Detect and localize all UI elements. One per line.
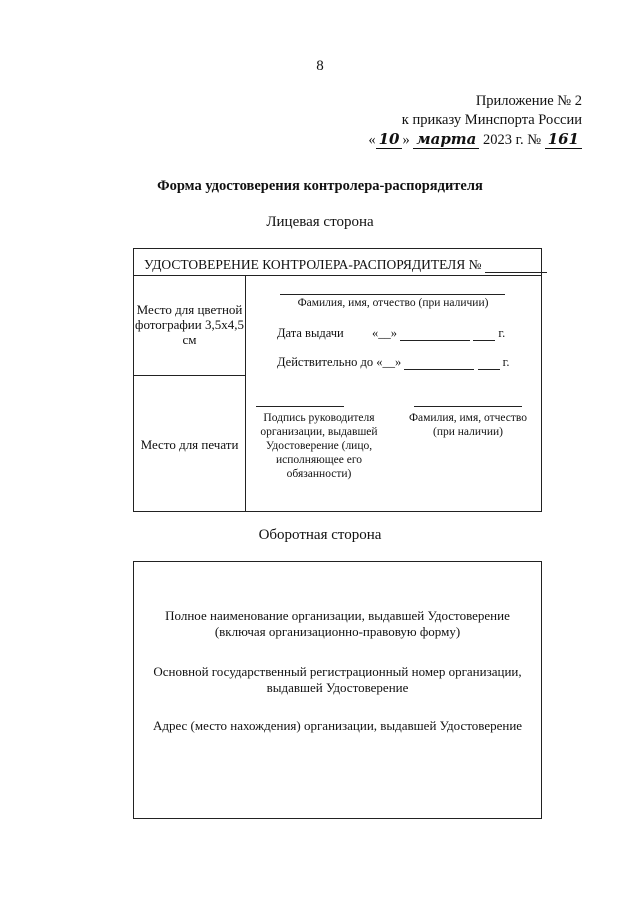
appendix-number: Приложение № 2 [475, 93, 582, 109]
issue-date-row [277, 326, 505, 341]
column-divider [245, 275, 246, 512]
full-name-caption: Фамилия, имя, отчество (при наличии) [297, 297, 489, 309]
appendix-header [368, 92, 582, 150]
form-title: Форма удостоверения контролера-распорядителя [157, 178, 483, 194]
handwritten-order-number: 161 [545, 130, 582, 149]
issue-date-quotes: «__» [371, 326, 397, 340]
page-number: 8 [316, 58, 324, 74]
appendix-order-reference: к приказу Минспорта России [401, 112, 582, 128]
issue-year-blank [473, 340, 495, 341]
header-divider [133, 275, 542, 276]
signer-name-line [414, 406, 522, 407]
signer-name-caption: Фамилия, имя, отчество (при наличии) [408, 412, 528, 438]
handwritten-day: 10 [376, 130, 403, 149]
date-close-quote: » [402, 132, 410, 148]
appendix-date-line [368, 130, 582, 150]
year-and-number-label: 2023 г. № [483, 132, 542, 148]
org-name-line1: Полное наименование организации, выдавшей Удостоверение [165, 608, 510, 623]
valid-year-blank [478, 369, 500, 370]
certificate-header [144, 257, 547, 273]
org-name-line2: (включая организационно-правовую форму) [214, 624, 461, 639]
valid-month-blank [404, 369, 474, 370]
handwritten-month: марта [413, 130, 479, 149]
stamp-placeholder: Место для печати [140, 437, 239, 452]
issue-month-blank [400, 340, 470, 341]
issue-date-label: Дата выдачи [277, 326, 344, 340]
ogrn-line1: Основной государственный регистрационный номер организации, [153, 664, 522, 679]
signature-caption: Подпись руководителя организации, выдавшей Удостоверение (лицо, исполняющее его обязанности) [260, 412, 378, 480]
org-name-field [145, 608, 530, 640]
certificate-number-blank [485, 272, 547, 273]
back-side-title: Оборотная сторона [258, 527, 382, 543]
ogrn-line2: выдавшей Удостоверение [266, 680, 409, 695]
date-open-quote: « [368, 132, 376, 148]
full-name-line [280, 294, 505, 295]
signature-line [256, 406, 344, 407]
issue-year-suffix: г. [498, 326, 506, 340]
certificate-header-text: УДОСТОВЕРЕНИЕ КОНТРОЛЕРА-РАСПОРЯДИТЕЛЯ № [144, 257, 482, 272]
valid-year-suffix: г. [502, 355, 510, 369]
front-side-title: Лицевая сторона [266, 214, 374, 230]
photo-placeholder: Место для цветной фотографии 3,5х4,5 см [135, 302, 244, 347]
valid-until-label: Действительно до «__» [277, 355, 402, 369]
ogrn-field [145, 664, 530, 696]
valid-until-row [277, 355, 510, 370]
address-field: Адрес (место нахождения) организации, выдавшей Удостоверение [152, 718, 523, 733]
photo-stamp-divider [133, 375, 246, 376]
